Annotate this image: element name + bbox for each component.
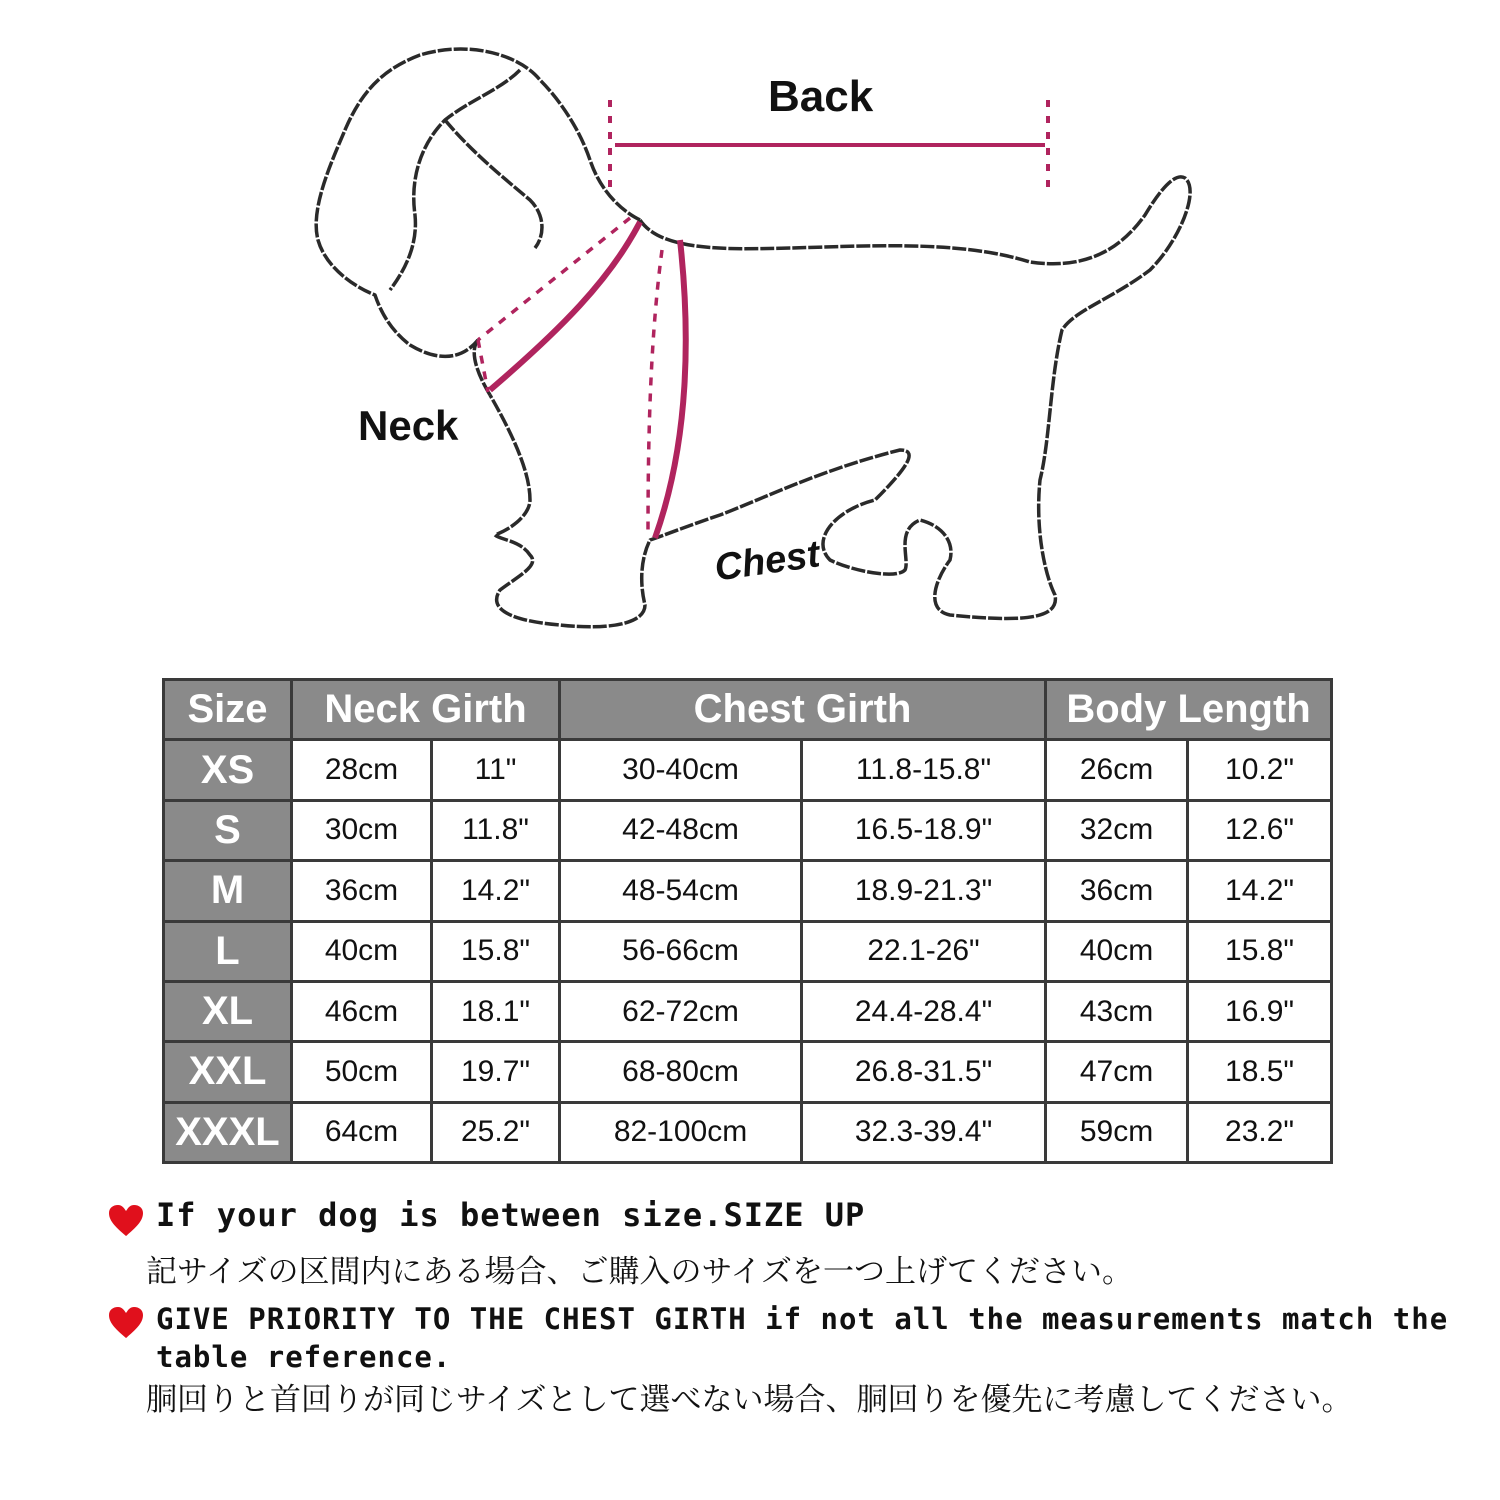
- dog-head-outline: [316, 49, 640, 356]
- neck-cm-cell: 50cm: [292, 1042, 432, 1102]
- table-row: [164, 1042, 1332, 1102]
- neck-cm-cell: 28cm: [292, 740, 432, 800]
- neck-in-cell: 14.2": [432, 861, 560, 921]
- chest-cm-cell: 82-100cm: [560, 1102, 802, 1162]
- neck-in-cell: 25.2": [432, 1102, 560, 1162]
- table-row: [164, 861, 1332, 921]
- neck-measure-line: [490, 222, 640, 390]
- chest-label: Chest: [712, 533, 823, 590]
- size-chart-table: [162, 678, 1333, 1164]
- body-in-cell: 12.6": [1188, 800, 1332, 860]
- note-size-up-jp: 記サイズの区間内にある場合、ご購入のサイズを一つ上げてください。: [146, 1254, 1134, 1290]
- neck-in-cell: 19.7": [432, 1042, 560, 1102]
- body-cm-cell: 43cm: [1046, 981, 1188, 1041]
- chest-cm-cell: 68-80cm: [560, 1042, 802, 1102]
- table-row: [164, 800, 1332, 860]
- table-row: [164, 740, 1332, 800]
- chest-in-cell: 18.9-21.3": [802, 861, 1046, 921]
- size-cell: S: [164, 800, 292, 860]
- chest-in-cell: 16.5-18.9": [802, 800, 1046, 860]
- header-neck-girth: Neck Girth: [292, 680, 560, 740]
- note-chest-priority-en: GIVE PRIORITY TO THE CHEST GIRTH if not all the measurements match the table reference.: [156, 1302, 1449, 1374]
- size-cell: XL: [164, 981, 292, 1041]
- body-cm-cell: 26cm: [1046, 740, 1188, 800]
- table-row: [164, 981, 1332, 1041]
- chest-cm-cell: 62-72cm: [560, 981, 802, 1041]
- dog-outline: [490, 177, 1190, 627]
- neck-label: Neck: [358, 402, 459, 449]
- table-row: [164, 921, 1332, 981]
- body-in-cell: 16.9": [1188, 981, 1332, 1041]
- chest-cm-cell: 48-54cm: [560, 861, 802, 921]
- neck-in-cell: 11": [432, 740, 560, 800]
- neck-measure-dashed: [478, 218, 630, 340]
- body-cm-cell: 59cm: [1046, 1102, 1188, 1162]
- size-cell: XS: [164, 740, 292, 800]
- neck-cm-cell: 30cm: [292, 800, 432, 860]
- neck-cm-cell: 64cm: [292, 1102, 432, 1162]
- chest-in-cell: 26.8-31.5": [802, 1042, 1046, 1102]
- chest-measure-dashed: [648, 250, 662, 535]
- chest-in-cell: 11.8-15.8": [802, 740, 1046, 800]
- body-in-cell: 15.8": [1188, 921, 1332, 981]
- chest-in-cell: 22.1-26": [802, 921, 1046, 981]
- neck-in-cell: 15.8": [432, 921, 560, 981]
- chest-cm-cell: 30-40cm: [560, 740, 802, 800]
- chest-cm-cell: 56-66cm: [560, 921, 802, 981]
- header-chest-girth: Chest Girth: [560, 680, 1046, 740]
- neck-cm-cell: 36cm: [292, 861, 432, 921]
- table-header-row: [164, 680, 1332, 740]
- body-cm-cell: 40cm: [1046, 921, 1188, 981]
- dog-ear-outline: [390, 70, 520, 290]
- heart-icon: [108, 1204, 144, 1238]
- neck-in-cell: 18.1": [432, 981, 560, 1041]
- size-cell: XXL: [164, 1042, 292, 1102]
- note-size-up-en: If your dog is between size.SIZE UP: [156, 1196, 866, 1234]
- neck-cm-cell: 40cm: [292, 921, 432, 981]
- body-in-cell: 10.2": [1188, 740, 1332, 800]
- chest-in-cell: 24.4-28.4": [802, 981, 1046, 1041]
- chest-cm-cell: 42-48cm: [560, 800, 802, 860]
- body-cm-cell: 47cm: [1046, 1042, 1188, 1102]
- body-in-cell: 18.5": [1188, 1042, 1332, 1102]
- back-label: Back: [768, 72, 874, 121]
- body-in-cell: 23.2": [1188, 1102, 1332, 1162]
- neck-in-cell: 11.8": [432, 800, 560, 860]
- table-row: [164, 1102, 1332, 1162]
- body-in-cell: 14.2": [1188, 861, 1332, 921]
- body-cm-cell: 32cm: [1046, 800, 1188, 860]
- size-cell: M: [164, 861, 292, 921]
- header-size: Size: [164, 680, 292, 740]
- dog-measurement-diagram: [0, 0, 1500, 660]
- size-cell: XXXL: [164, 1102, 292, 1162]
- body-cm-cell: 36cm: [1046, 861, 1188, 921]
- neck-cm-cell: 46cm: [292, 981, 432, 1041]
- header-body-length: Body Length: [1046, 680, 1332, 740]
- chest-in-cell: 32.3-39.4": [802, 1102, 1046, 1162]
- note-chest-priority-jp: 胴回りと首回りが同じサイズとして選べない場合、胴回りを優先に考慮してください。: [146, 1382, 1353, 1418]
- size-cell: L: [164, 921, 292, 981]
- heart-icon: [108, 1306, 144, 1340]
